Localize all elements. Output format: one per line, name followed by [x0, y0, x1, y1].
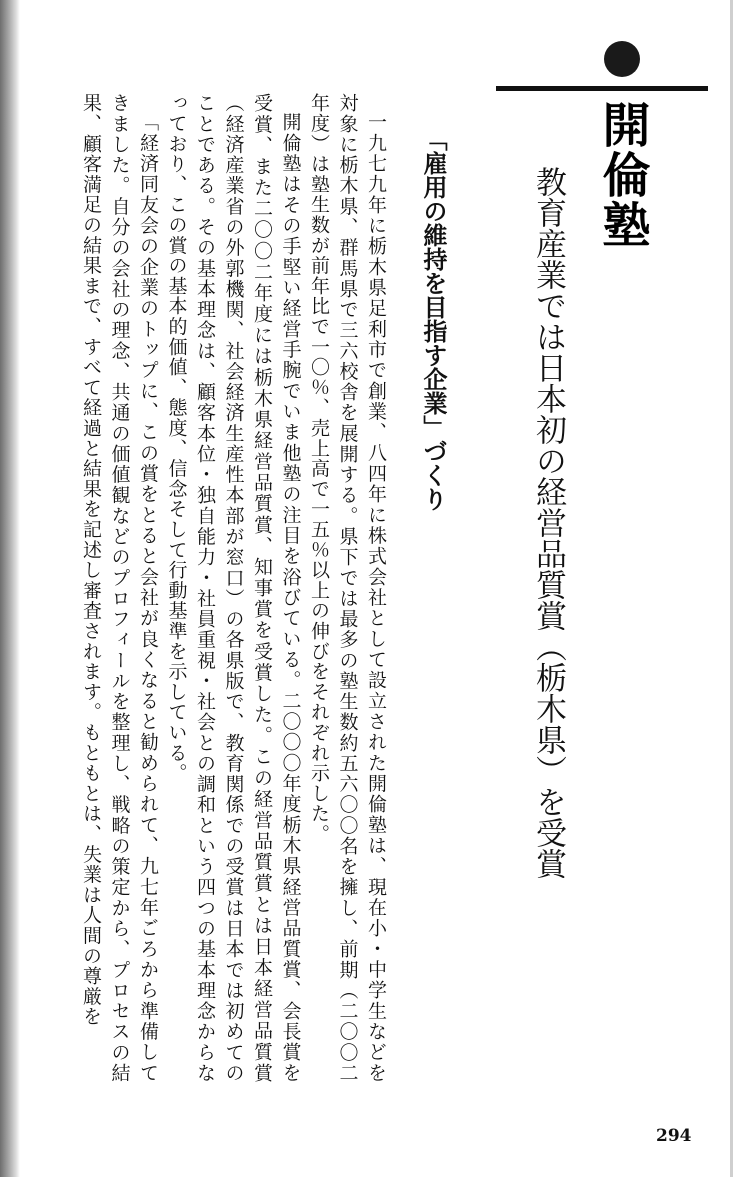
paragraph: 開倫塾はその手堅い経営手腕でいま他塾の注目を浴びている。二〇〇〇年度栃木県経営品質賞、会長賞を受賞、また二〇〇二年度には栃木県経営品質賞、知事賞を受賞した。この経営品質賞とは日本経営品質賞（経済産業省の外郭機関、社会経済生産性本部が窓口）の各県版で、教育関係での受賞は日本では初めてのことである。その基本理念は、顧客本位・独自能力・社員重視・社会との調和という四つの基本理念からなっており、この賞の基本的価値、態度、信念そして行動基準を示している。 [165, 93, 302, 1083]
body-text [50, 93, 390, 1083]
section-heading: 「雇用の維持を目指す企業」づくり [419, 127, 447, 511]
page-number: 294 [656, 1126, 692, 1146]
page-subtitle: 教育産業では日本初の経営品質賞（栃木県）を受賞 [530, 166, 566, 879]
book-spine-shadow [0, 0, 20, 1177]
page-title: 開倫塾 [594, 100, 650, 250]
title-rule [496, 86, 708, 91]
title-bullet-dot [604, 41, 640, 77]
paragraph: 一九七九年に栃木県足利市で創業、八四年に株式会社として設立された開倫塾は、現在小・中学生などを対象に栃木県、群馬県で三六校舎を展開する。県下では最多の塾生数約五六〇〇名を擁し、前期（二〇〇二年度）は塾生数が前年比で一〇％、売上高で一五％以上の伸びをそれぞれ示した。 [308, 93, 387, 1083]
paragraph: 「経済同友会の企業のトップに、この賞をとると会社が良くなると勧められて、九七年ごろから準備してきました。自分の会社の理念、共通の価値観などのプロフィールを整理し、戦略の策定から、プロセスの結果、顧客満足の結果まで、すべて経過と結果を記述し審査されます。もともとは、失業は人間の尊厳を [80, 93, 159, 1083]
